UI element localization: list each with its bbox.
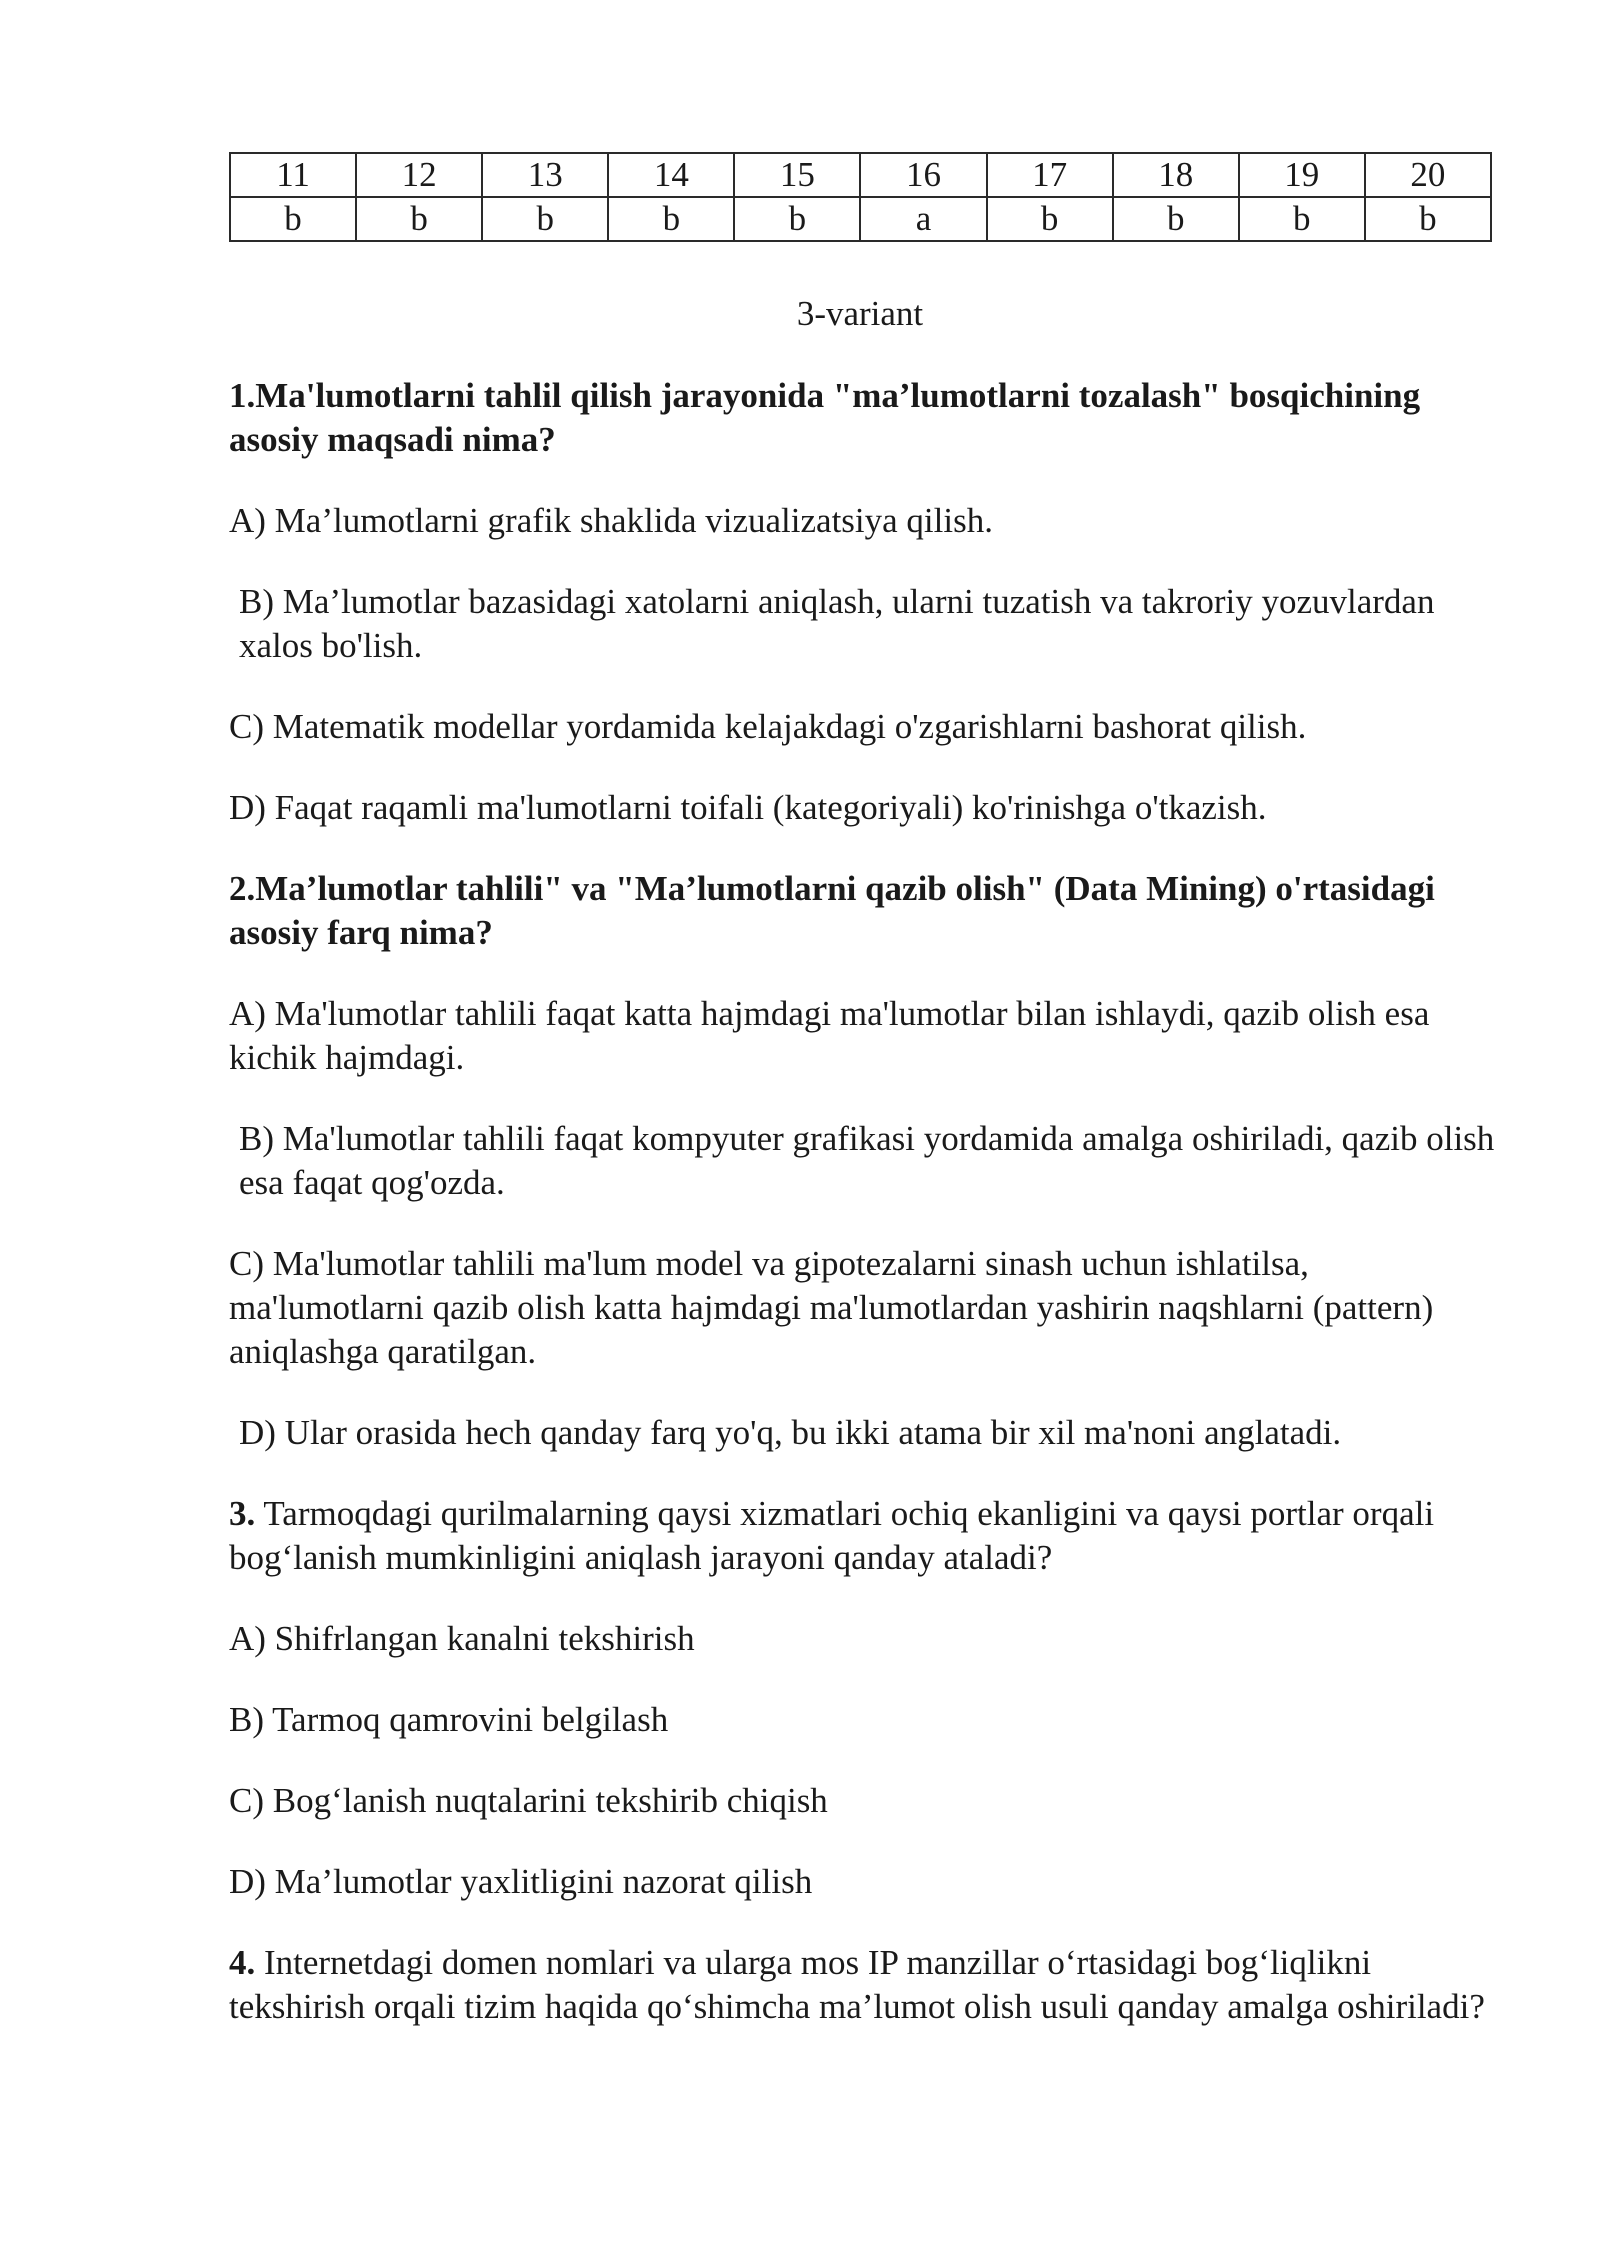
answer-key-answer-cell: b xyxy=(230,197,356,241)
answer-key-table xyxy=(229,152,1492,242)
answer-key-answer-cell: b xyxy=(482,197,608,241)
answer-key-answer-cell: a xyxy=(860,197,986,241)
question-1-option-c: C) Matematik modellar yordamida kelajakdagi o'zgarishlarni bashorat qilish. xyxy=(229,707,1307,746)
answer-key-number-cell: 17 xyxy=(987,153,1113,197)
answer-key-answer-cell: b xyxy=(1113,197,1239,241)
question-2-option-c: C) Ma'lumotlar tahlili ma'lum model va gipotezalarni sinash uchun ishlatilsa, ma'lumotlarni qazib olish katta hajmdagi ma'lumotlardan yashirin naqshlarni (pattern) aniqlashga qaratilgan. xyxy=(229,1244,1434,1371)
answer-key-number-cell: 13 xyxy=(482,153,608,197)
question-3-text: Tarmoqdagi qurilmalarning qaysi xizmatlari ochiq ekanligini va qaysi portlar orqali bog‘lanish mumkinligini aniqlash jarayoni qanday ataladi? xyxy=(229,1494,1435,1577)
question-2-option-d: D) Ular orasida hech qanday farq yo'q, bu ikki atama bir xil ma'noni anglatadi. xyxy=(239,1413,1342,1452)
question-3-option-c: C) Bog‘lanish nuqtalarini tekshirib chiqish xyxy=(229,1781,828,1820)
answer-key-answer-cell: b xyxy=(734,197,860,241)
question-2-text: 2.Ma’lumotlar tahlili" va "Ma’lumotlarni qazib olish" (Data Mining) o'rtasidagi asosiy farq nima? xyxy=(229,869,1435,952)
question-3-option-d: D) Ma’lumotlar yaxlitligini nazorat qilish xyxy=(229,1862,813,1901)
answer-key-answer-cell: b xyxy=(987,197,1113,241)
question-1-option-b: B) Ma’lumotlar bazasidagi xatolarni aniqlash, ularni tuzatish va takroriy yozuvlardan xalos bo'lish. xyxy=(239,582,1435,665)
question-3-option-b: B) Tarmoq qamrovini belgilash xyxy=(229,1700,669,1739)
answer-key-number-cell: 14 xyxy=(608,153,734,197)
answer-key-answer-cell: b xyxy=(356,197,482,241)
answer-key-number-cell: 12 xyxy=(356,153,482,197)
answer-key-number-cell: 16 xyxy=(860,153,986,197)
answer-key-answers-row xyxy=(230,197,1491,241)
answer-key-number-cell: 11 xyxy=(230,153,356,197)
question-1-text: 1.Ma'lumotlarni tahlil qilish jarayonida "ma’lumotlarni tozalash" bosqichining asosiy maqsadi nima? xyxy=(229,376,1421,459)
answer-key-number-cell: 18 xyxy=(1113,153,1239,197)
question-4-number: 4. xyxy=(229,1943,256,1982)
answer-key-number-cell: 15 xyxy=(734,153,860,197)
question-3 xyxy=(229,1492,1499,1580)
question-2-option-a: A) Ma'lumotlar tahlili faqat katta hajmdagi ma'lumotlar bilan ishlaydi, qazib olish esa kichik hajmdagi. xyxy=(229,994,1430,1077)
answer-key-answer-cell: b xyxy=(1239,197,1365,241)
answer-key-numbers-row xyxy=(230,153,1491,197)
question-3-option-a: A) Shifrlangan kanalni tekshirish xyxy=(229,1619,695,1658)
answer-key-number-cell: 19 xyxy=(1239,153,1365,197)
question-3-number: 3. xyxy=(229,1494,256,1533)
questions-section xyxy=(229,374,1499,2066)
answer-key-answer-cell: b xyxy=(608,197,734,241)
variant-title: 3-variant xyxy=(796,294,924,333)
question-4 xyxy=(229,1941,1499,2029)
question-4-text: Internetdagi domen nomlari va ularga mos IP manzillar o‘rtasidagi bog‘liqlikni tekshirish orqali tizim haqida qo‘shimcha ma’lumot olish usuli qanday amalga oshiriladi? xyxy=(229,1943,1485,2026)
answer-key-answer-cell: b xyxy=(1365,197,1491,241)
answer-key-number-cell: 20 xyxy=(1365,153,1491,197)
question-2-option-b: B) Ma'lumotlar tahlili faqat kompyuter grafikasi yordamida amalga oshiriladi, qazib olish esa faqat qog'ozda. xyxy=(239,1119,1495,1202)
question-1-option-d: D) Faqat raqamli ma'lumotlarni toifali (kategoriyali) ko'rinishga o'tkazish. xyxy=(229,788,1267,827)
question-1-option-a: A) Ma’lumotlarni grafik shaklida vizualizatsiya qilish. xyxy=(229,501,993,540)
